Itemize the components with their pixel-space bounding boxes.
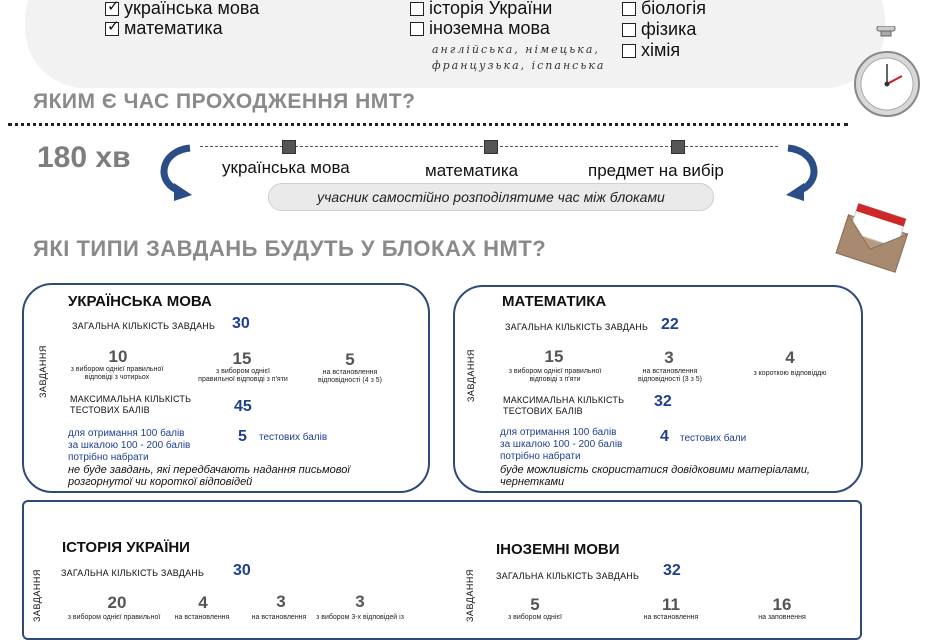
threshold-value: 5 [238,428,247,445]
stopwatch-icon [852,26,922,126]
time-heading: ЯКИМ Є ЧАС ПРОХОДЖЕННЯ НМТ? [33,90,416,113]
task-desc: з вибором однієї правильної відповіді з п'яти [198,368,288,383]
task-desc: з вибором однієї правильної [67,614,161,621]
task-desc: з вибором однієї правильної відповіді з чотирьох [70,366,164,381]
subject-foreign-language[interactable]: іноземна мова [410,18,550,39]
subject-physics[interactable]: фізика [622,19,696,40]
threshold-text: для отримання 100 балів за шкалою 100 - 200 балів потрібно набрати [68,428,191,463]
max-score-label: МАКСИМАЛЬНА КІЛЬКІСТЬ ТЕСТОВИХ БАЛІВ [70,394,192,415]
task-desc: на встановлення відповідності (3 з 5) [638,368,702,383]
threshold-unit: тестових бали [680,433,747,444]
task-count: 11 [662,595,680,614]
block-elective: предмет на вибір [588,161,724,180]
task-desc: з вибором однієї правильної відповіді з п'яти [508,368,602,383]
vertical-label: ЗАВДАННЯ [465,569,475,622]
subject-ukrainian[interactable]: ✓ українська мова [105,0,259,19]
max-score-value: 45 [234,398,252,415]
max-score-value: 32 [654,393,672,410]
checkbox-checked-icon[interactable] [105,2,119,16]
task-count: 15 [232,349,252,368]
task-desc: з вибором однієї [508,614,562,621]
vertical-label: ЗАВДАННЯ [466,349,476,402]
total-tasks-value: 32 [663,562,681,579]
task-count: 20 [107,593,127,612]
max-score-label: МАКСИМАЛЬНА КІЛЬКІСТЬ ТЕСТОВИХ БАЛІВ [503,395,625,416]
card-title: ІНОЗЕМНІ МОВИ [496,541,620,558]
task-count: 15 [544,347,564,366]
checkbox-icon[interactable] [622,23,636,37]
total-tasks-label: ЗАГАЛЬНА КІЛЬКІСТЬ ЗАВДАНЬ [505,322,649,332]
subject-biology[interactable]: біологія [622,0,706,19]
card-note: буде можливість скористатися довідковими матеріалами, чернетками [500,464,810,488]
task-desc: на встановлення відповідності (4 з 5) [318,369,382,384]
subject-history[interactable]: історія України [410,0,552,19]
total-tasks-value: 30 [232,315,250,332]
threshold-value: 4 [660,428,669,445]
block-ukrainian: українська мова [222,158,350,177]
total-tasks-value: 30 [233,562,251,579]
envelope-icon [834,200,914,280]
vertical-label: ЗАВДАННЯ [32,569,42,622]
task-count: 10 [108,347,128,366]
task-desc: на встановлення [643,614,699,621]
checkbox-icon[interactable] [622,2,636,16]
card-title: ІСТОРІЯ УКРАЇНИ [62,539,190,556]
task-count: 5 [345,350,355,369]
task-desc: з вибором 3-х відповідей із [316,614,404,621]
task-desc: з короткою відповіддю [753,370,827,377]
total-time: 180 хв [37,141,131,174]
task-count: 16 [772,595,792,614]
total-tasks-value: 22 [661,316,679,333]
task-count: 4 [785,348,795,367]
subject-chemistry[interactable]: хімія [622,40,680,61]
time-note: учасник самостійно розподілятиме час між блоками [268,183,714,211]
task-count: 3 [355,592,365,611]
task-desc: на встановлення [174,614,230,621]
checkbox-checked-icon[interactable] [105,22,119,36]
card-title: МАТЕМАТИКА [502,293,607,310]
vertical-label: ЗАВДАННЯ [38,345,48,398]
threshold-unit: тестових балів [259,432,328,443]
subject-math[interactable]: ✓ математика [105,18,223,39]
task-count: 4 [198,593,208,612]
card-title: УКРАЇНСЬКА МОВА [68,293,212,310]
languages-note: англійська, німецька, французька, іспанська [432,43,606,72]
task-count: 5 [530,595,540,614]
timeline-marker [484,140,498,154]
total-tasks-label: ЗАГАЛЬНА КІЛЬКІСТЬ ЗАВДАНЬ [72,321,216,331]
timeline-marker [671,140,685,154]
checkbox-icon[interactable] [410,22,424,36]
dotted-divider [8,123,848,126]
checkbox-icon[interactable] [410,2,424,16]
total-tasks-label: ЗАГАЛЬНА КІЛЬКІСТЬ ЗАВДАНЬ [496,571,640,581]
curved-arrow-right-icon [778,143,828,203]
checkbox-icon[interactable] [622,44,636,58]
tasks-heading: ЯКІ ТИПИ ЗАВДАНЬ БУДУТЬ У БЛОКАХ НМТ? [33,236,547,261]
threshold-text: для отримання 100 балів за шкалою 100 - 200 балів потрібно набрати [500,427,623,462]
curved-arrow-left-icon [150,143,200,203]
task-desc: на встановлення [251,614,307,621]
task-count: 3 [664,348,674,367]
task-desc: на заповнення [758,614,806,621]
card-note: не буде завдань, які передбачають надання письмової розгорнутої чи короткої відповідей [68,464,350,488]
timeline-marker [282,140,296,154]
total-tasks-label: ЗАГАЛЬНА КІЛЬКІСТЬ ЗАВДАНЬ [61,568,205,578]
task-count: 3 [276,592,286,611]
block-math: математика [425,161,519,180]
